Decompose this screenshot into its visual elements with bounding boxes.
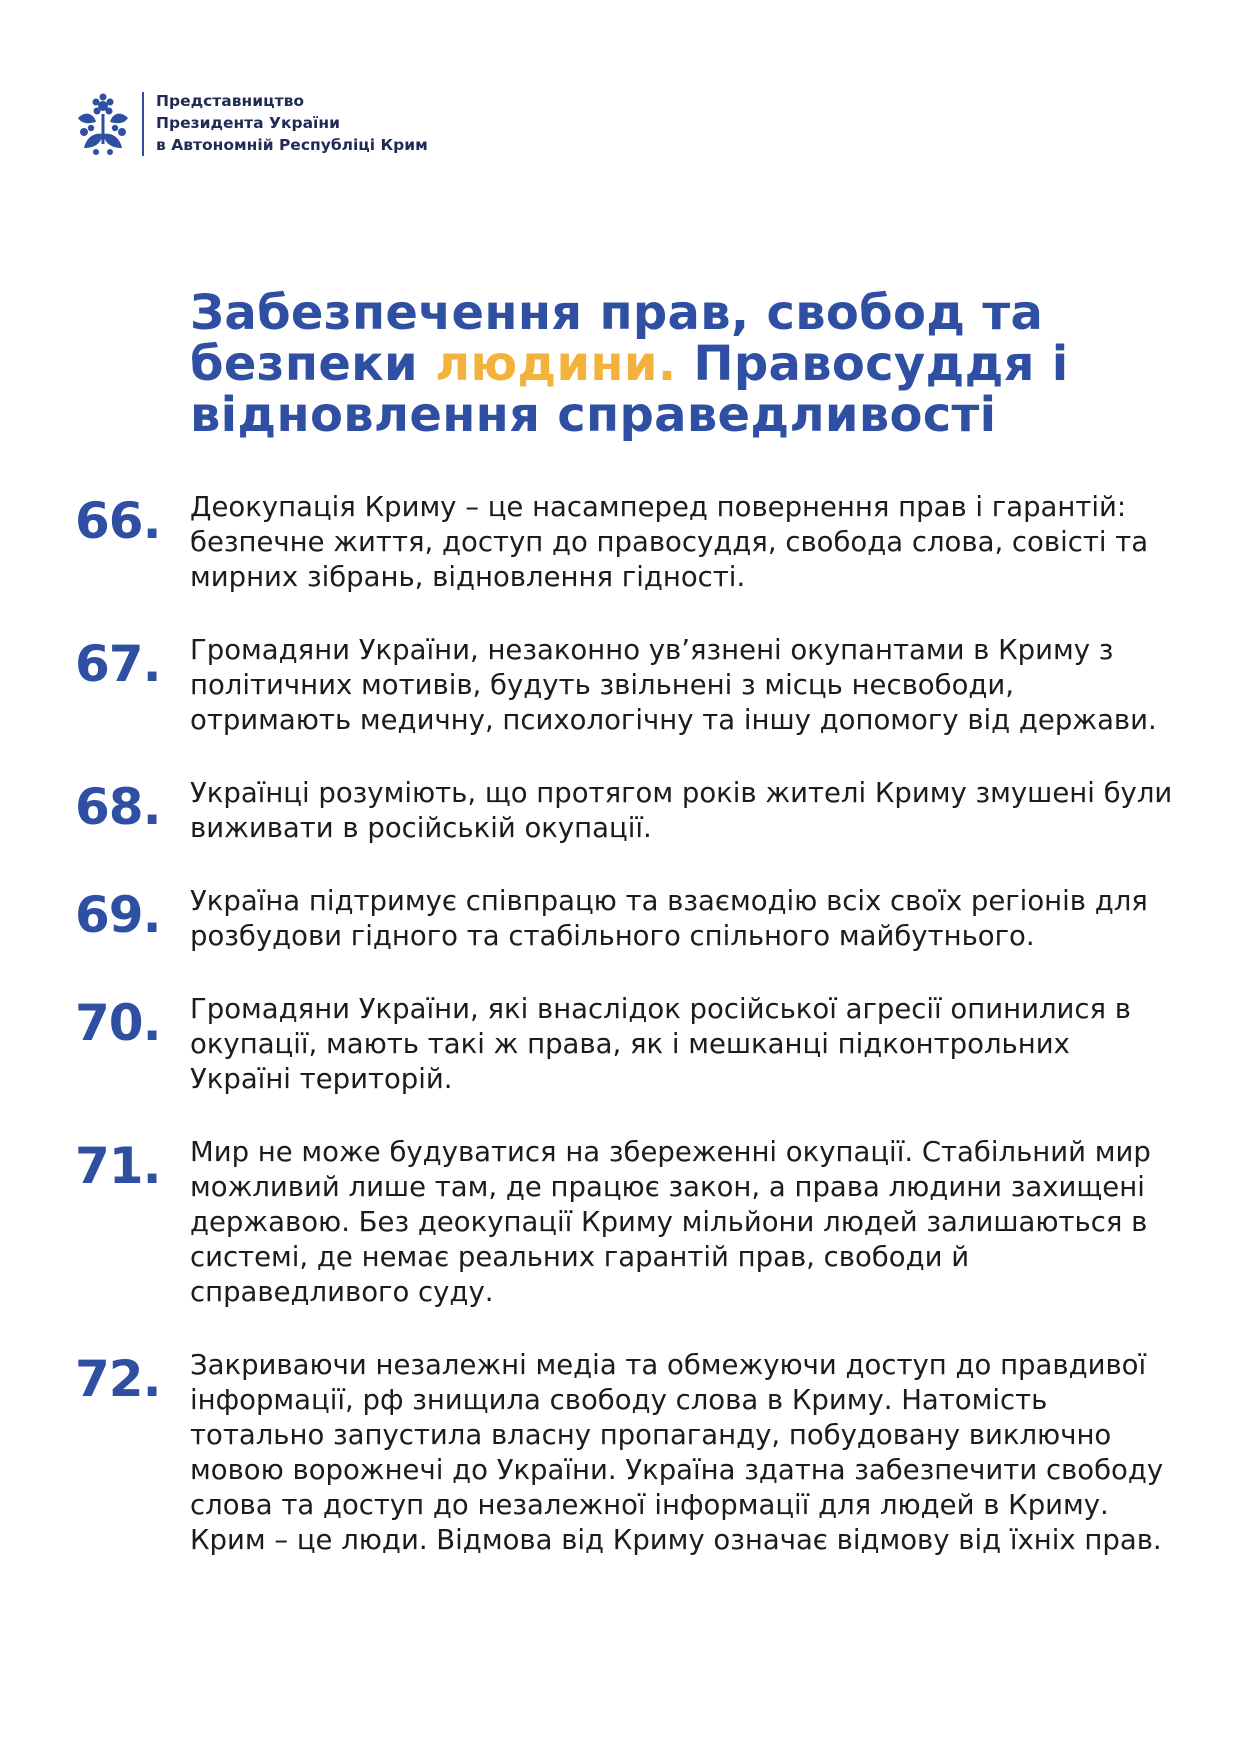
list-item-69 bbox=[75, 884, 1175, 954]
organization-name bbox=[156, 90, 428, 156]
page-title bbox=[190, 285, 1150, 443]
list-item-70 bbox=[75, 992, 1175, 1097]
item-number: 69. bbox=[75, 886, 161, 944]
list-item-72 bbox=[75, 1348, 1175, 1558]
title-part-2: Правосуддя і відновлення справедливості bbox=[190, 336, 1069, 443]
title-accent: людини. bbox=[435, 336, 677, 392]
title-part-1: Забезпечення прав, свобод та безпеки bbox=[190, 285, 1044, 392]
header bbox=[72, 88, 428, 158]
item-text: Деокупація Криму – це насамперед повернення прав і гарантій: безпечне життя, доступ до правосуддя, свобода слова, совісті та мирних зібрань, відновлення гідності. bbox=[190, 491, 1149, 593]
item-text: Закриваючи незалежні медіа та обмежуючи доступ до правдивої інформації, рф знищила свободу слова в Криму. Натомість тотально запустила власну пропаганду, побудовану виключно мовою ворожнечі до України. Україна здатна забезпечити свободу слова та доступ до незалежної інформації для людей в Криму. Крим – це люди. Відмова від Криму означає відмову від їхніх прав. bbox=[190, 1349, 1164, 1556]
item-number: 68. bbox=[75, 778, 161, 836]
list-item-66 bbox=[75, 490, 1175, 595]
header-divider bbox=[142, 92, 144, 156]
list-item-67 bbox=[75, 633, 1175, 738]
org-line-1: Представництво bbox=[156, 92, 305, 110]
item-text: Українці розуміють, що протягом років жителі Криму змушені були виживати в російській окупації. bbox=[190, 777, 1173, 844]
org-line-3: в Автономній Республіці Крим bbox=[156, 136, 428, 154]
list-item-68 bbox=[75, 776, 1175, 846]
item-number: 67. bbox=[75, 635, 161, 693]
item-number: 70. bbox=[75, 994, 161, 1052]
item-text: Україна підтримує співпрацю та взаємодію всіх своїх регіонів для розбудови гідного та стабільного спільного майбутнього. bbox=[190, 885, 1148, 952]
list-item-71 bbox=[75, 1135, 1175, 1310]
org-line-2: Президента України bbox=[156, 114, 340, 132]
item-text: Громадяни України, які внаслідок російської агресії опинилися в окупації, мають такі ж права, як і мешканці підконтрольних Україні територій. bbox=[190, 993, 1132, 1095]
numbered-list bbox=[75, 490, 1175, 1558]
item-number: 72. bbox=[75, 1350, 161, 1408]
kalyna-flower-emblem-icon bbox=[72, 88, 134, 158]
item-text: Мир не може будуватися на збереженні окупації. Стабільний мир можливий лише там, де працює закон, а права людини захищені державою. Без деокупації Криму мільйони людей залишаються в системі, де немає реальних гарантій прав, свободи й справедливого суду. bbox=[190, 1136, 1151, 1308]
item-number: 71. bbox=[75, 1137, 161, 1195]
item-text: Громадяни України, незаконно ув’язнені окупантами в Криму з політичних мотивів, будуть звільнені з місць несвободи, отримають медичну, психологічну та іншу допомогу від держави. bbox=[190, 634, 1157, 736]
item-number: 66. bbox=[75, 492, 161, 550]
